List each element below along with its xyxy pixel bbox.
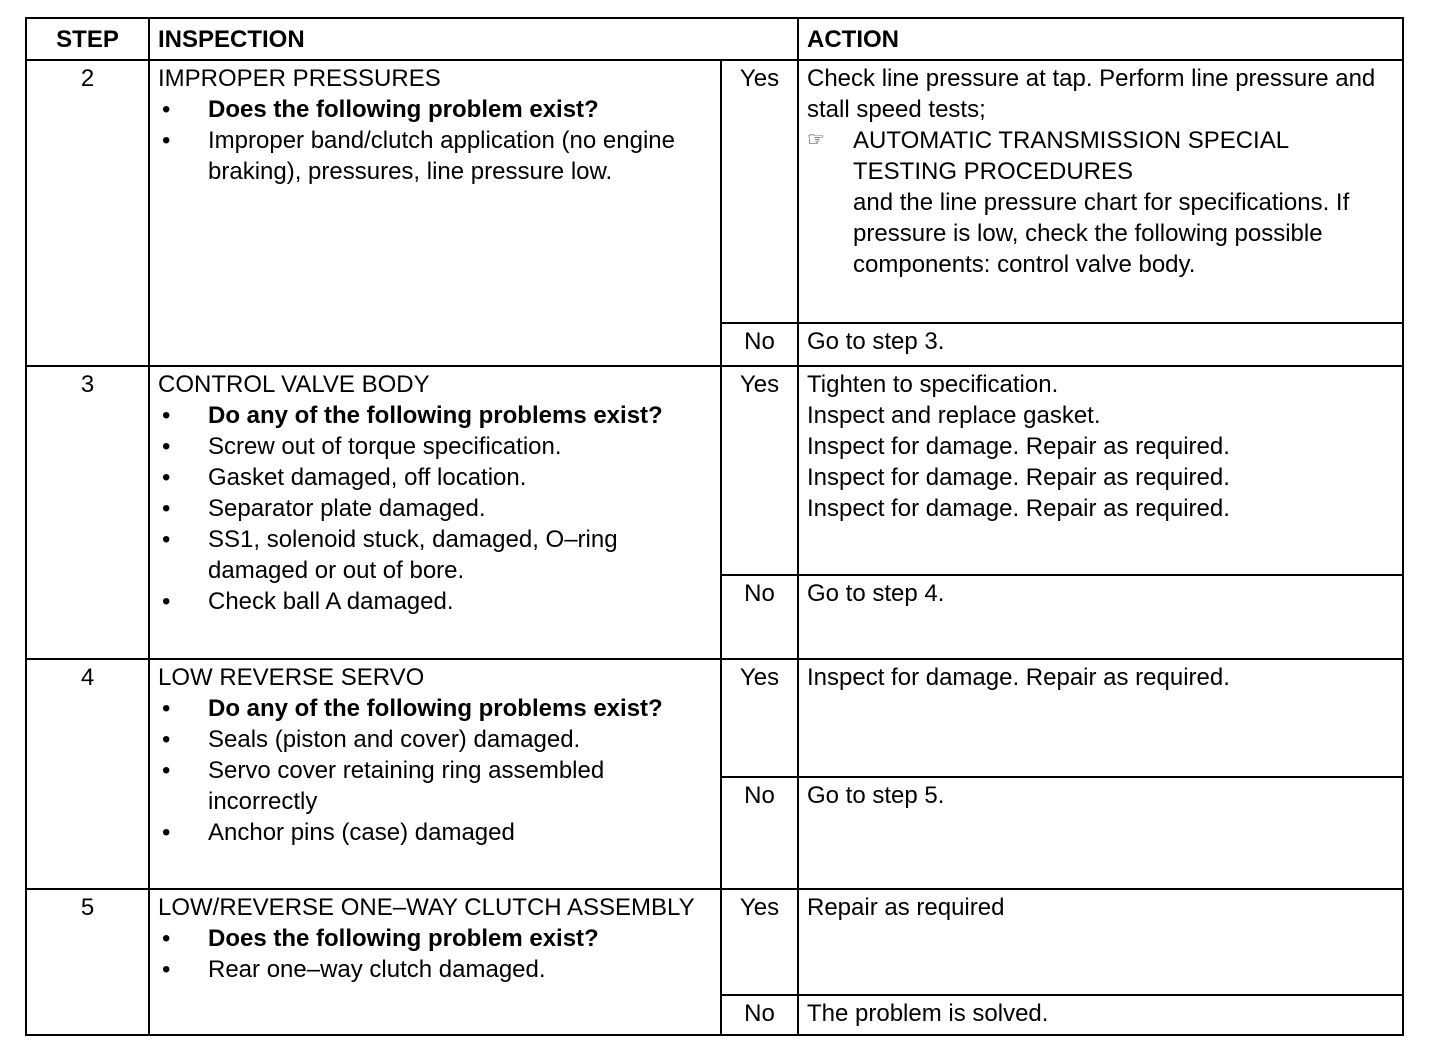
bullet-icon: •	[162, 433, 171, 460]
inspection-item	[158, 493, 712, 524]
bullet-icon: •	[162, 495, 171, 522]
step-row-yes	[26, 366, 1403, 575]
bullet-icon: •	[162, 819, 171, 846]
yes-label: Yes	[721, 60, 798, 323]
bullet-icon: •	[162, 726, 171, 753]
yes-action-line: Inspect and replace gasket.	[807, 402, 1101, 429]
inspection-title: IMPROPER PRESSURES	[158, 65, 441, 92]
no-action: Go to step 4.	[798, 575, 1403, 659]
yes-label: Yes	[721, 659, 798, 777]
header-inspection: INSPECTION	[149, 18, 798, 60]
yes-action-line: Inspect for damage. Repair as required.	[807, 664, 1230, 691]
pointing-hand-icon: ☞	[807, 129, 825, 151]
inspection-item-text: Check ball A damaged.	[208, 588, 454, 615]
step-number: 3	[26, 366, 149, 659]
bullet-icon: •	[162, 526, 171, 553]
bullet-icon: •	[162, 695, 171, 722]
step-number: 5	[26, 889, 149, 1035]
no-label: No	[721, 777, 798, 889]
inspection-item-text: Gasket damaged, off location.	[208, 464, 527, 491]
inspection-item	[158, 586, 712, 617]
diagnosis-table	[25, 17, 1404, 1036]
step-row-yes	[26, 60, 1403, 323]
inspection-item-text: Does the following problem exist?	[208, 925, 599, 952]
inspection-item-text: Separator plate damaged.	[208, 495, 486, 522]
bullet-icon: •	[162, 464, 171, 491]
inspection-item-text: Seals (piston and cover) damaged.	[208, 726, 581, 753]
yes-action-line: Repair as required	[807, 894, 1005, 921]
yes-action-line: Check line pressure at tap. Perform line pressure and stall speed tests;	[807, 65, 1376, 123]
inspection-item-text: Does the following problem exist?	[208, 96, 599, 123]
yes-action-line: Inspect for damage. Repair as required.	[807, 495, 1230, 522]
inspection-item	[158, 923, 712, 954]
header-row	[26, 18, 1403, 60]
yes-action-line: Inspect for damage. Repair as required.	[807, 464, 1230, 491]
inspection-item	[158, 817, 712, 848]
step-number: 4	[26, 659, 149, 889]
inspection-cell	[149, 659, 721, 889]
inspection-item	[158, 431, 712, 462]
no-label: No	[721, 575, 798, 659]
inspection-item-text: Screw out of torque specification.	[208, 433, 562, 460]
inspection-title: CONTROL VALVE BODY	[158, 371, 430, 398]
inspection-item-text: Anchor pins (case) damaged	[208, 819, 515, 846]
no-action: Go to step 5.	[798, 777, 1403, 889]
inspection-item	[158, 462, 712, 493]
yes-action-cell	[798, 659, 1403, 777]
yes-label: Yes	[721, 889, 798, 995]
inspection-item-text: Rear one–way clutch damaged.	[208, 956, 546, 983]
inspection-item-text: SS1, solenoid stuck, damaged, O–ring damaged or out of bore.	[208, 526, 618, 584]
bullet-icon: •	[162, 925, 171, 952]
bullet-icon: •	[162, 956, 171, 983]
step-row-yes	[26, 889, 1403, 995]
yes-action-line: Inspect for damage. Repair as required.	[807, 433, 1230, 460]
no-label: No	[721, 323, 798, 366]
inspection-title: LOW/REVERSE ONE–WAY CLUTCH ASSEMBLY	[158, 894, 695, 921]
no-label: No	[721, 995, 798, 1035]
yes-action-cell	[798, 366, 1403, 575]
inspection-cell	[149, 889, 721, 1035]
yes-label: Yes	[721, 366, 798, 575]
inspection-item	[158, 755, 712, 817]
yes-action-cell	[798, 889, 1403, 995]
bullet-icon: •	[162, 127, 171, 154]
inspection-title: LOW REVERSE SERVO	[158, 664, 425, 691]
step-row-yes	[26, 659, 1403, 777]
inspection-item-text: Do any of the following problems exist?	[208, 402, 663, 429]
reference-title: AUTOMATIC TRANSMISSION SPECIAL TESTING PROCEDURES	[853, 127, 1289, 185]
inspection-item	[158, 400, 712, 431]
no-action: The problem is solved.	[798, 995, 1403, 1035]
header-step: STEP	[26, 18, 149, 60]
no-action: Go to step 3.	[798, 323, 1403, 366]
inspection-item-text: Servo cover retaining ring assembled incorrectly	[208, 757, 605, 815]
bullet-icon: •	[162, 588, 171, 615]
inspection-item-text: Improper band/clutch application (no engine braking), pressures, line pressure low.	[208, 127, 675, 185]
inspection-item	[158, 94, 712, 125]
bullet-icon: •	[162, 757, 171, 784]
inspection-item	[158, 693, 712, 724]
inspection-cell	[149, 366, 721, 659]
header-action: ACTION	[798, 18, 1403, 60]
inspection-item	[158, 724, 712, 755]
inspection-item	[158, 954, 712, 985]
inspection-item	[158, 125, 712, 187]
yes-action-line: Tighten to specification.	[807, 371, 1059, 398]
step-number: 2	[26, 60, 149, 366]
reference	[807, 125, 1394, 187]
inspection-cell	[149, 60, 721, 366]
inspection-item-text: Do any of the following problems exist?	[208, 695, 663, 722]
inspection-item	[158, 524, 712, 586]
bullet-icon: •	[162, 402, 171, 429]
reference-text: and the line pressure chart for specifications. If pressure is low, check the following possible components: control valve body.	[853, 189, 1350, 278]
yes-action-cell	[798, 60, 1403, 323]
bullet-icon: •	[162, 96, 171, 123]
